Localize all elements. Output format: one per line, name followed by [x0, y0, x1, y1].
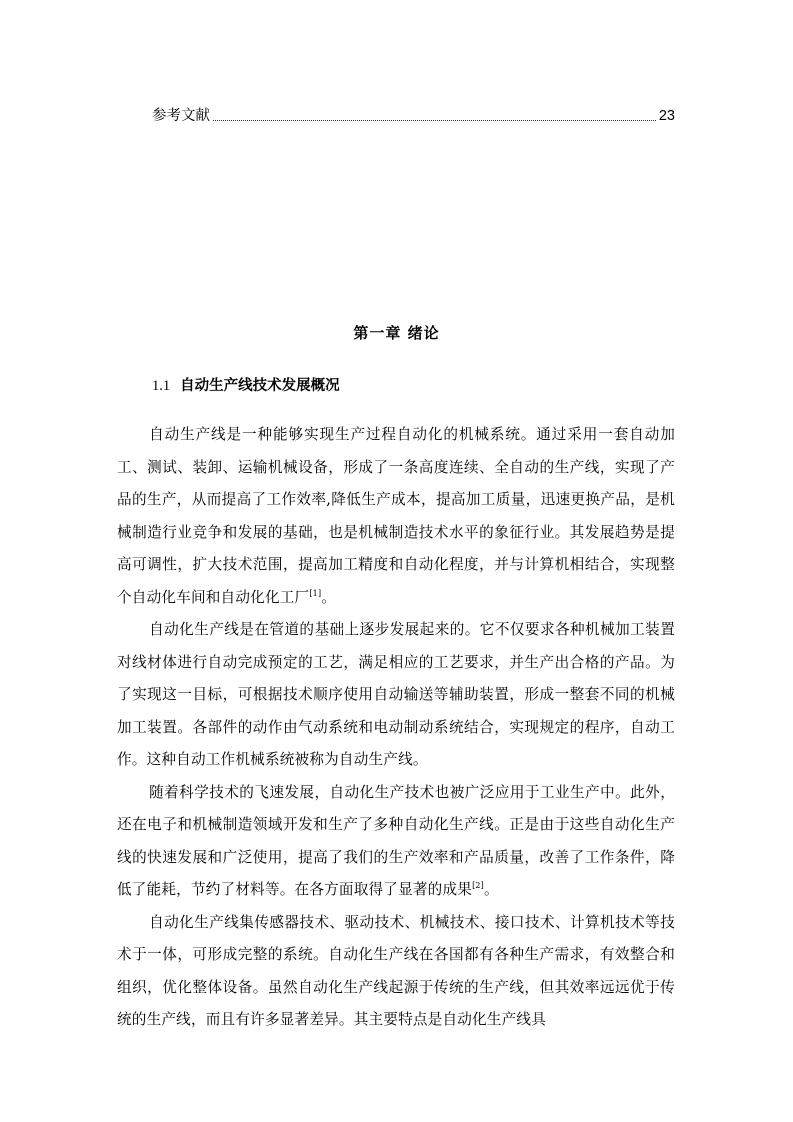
citation-ref[interactable]: [1] — [309, 588, 322, 598]
section-heading — [152, 374, 340, 395]
toc-entry[interactable] — [152, 106, 675, 126]
paragraph — [117, 419, 675, 614]
chapter-title: 第一章 绪论 — [353, 324, 440, 342]
paragraph-end: 。 — [484, 881, 499, 898]
paragraph-text: 随着科学技术的飞速发展，自动化生产技术也被广泛应用于工业生产中。此外，还在电子和机械制造领域开发和生产了多种自动化生产线。正是由于这些自动化生产线的快速发展和广泛使用，提高了我们的生产效率和产品质量，改善了工作条件，降低了能耗，节约了材料等。在各方面取得了显著的成果 — [117, 783, 675, 898]
paragraph — [117, 777, 675, 907]
paragraph — [117, 907, 675, 1037]
paragraph — [117, 614, 675, 777]
citation-ref[interactable]: [2] — [472, 881, 484, 890]
toc-dot-leader — [213, 119, 656, 121]
paragraph-text: 自动化生产线是在管道的基础上逐步发展起来的。它不仅要求各种机械加工装置对线材体进行自动完成预定的工艺，满足相应的工艺要求，并生产出合格的产品。为了实现这一目标，可根据技术顺序使用自动输送等辅助装置，形成一整套不同的机械加工装置。各部件的动作由气动系统和电动制动系统结合，实现规定的程序，自动工作。这种自动工作机械系统被称为自动生产线。 — [117, 621, 675, 768]
toc-entry-title: 参考文献 — [152, 108, 210, 124]
toc-entry-page: 23 — [658, 108, 675, 124]
section-title: 自动生产线技术发展概况 — [180, 378, 340, 394]
paragraph-text: 自动化生产线集传感器技术、驱动技术、机械技术、接口技术、计算机技术等技术于一体，可形成完整的系统。自动化生产线在各国都有各种生产需求，有效整合和组织，优化整体设备。虽然自动化生产线起源于传统的生产线，但其效率远远优于传统的生产线，而且有许多显著差异。其主要特点是自动化生产线具 — [117, 913, 675, 1028]
section-number: 1.1 — [152, 378, 171, 394]
body-text — [117, 419, 675, 1037]
paragraph-text: 自动生产线是一种能够实现生产过程自动化的机械系统。通过采用一套自动加工、测试、装卸、运输机械设备，形成了一条高度连续、全自动的生产线，实现了产品的生产，从而提高了工作效率,降低生产成本，提高加工质量，迅速更换产品，是机械制造行业竞争和发展的基础，也是机械制造技术水平的象征行业。其发展趋势是提高可调性，扩大技术范围，提高加工精度和自动化程度，并与计算机相结合，实现整个自动化车间和自动化化工厂 — [117, 426, 675, 606]
paragraph-end: 。 — [321, 588, 337, 606]
